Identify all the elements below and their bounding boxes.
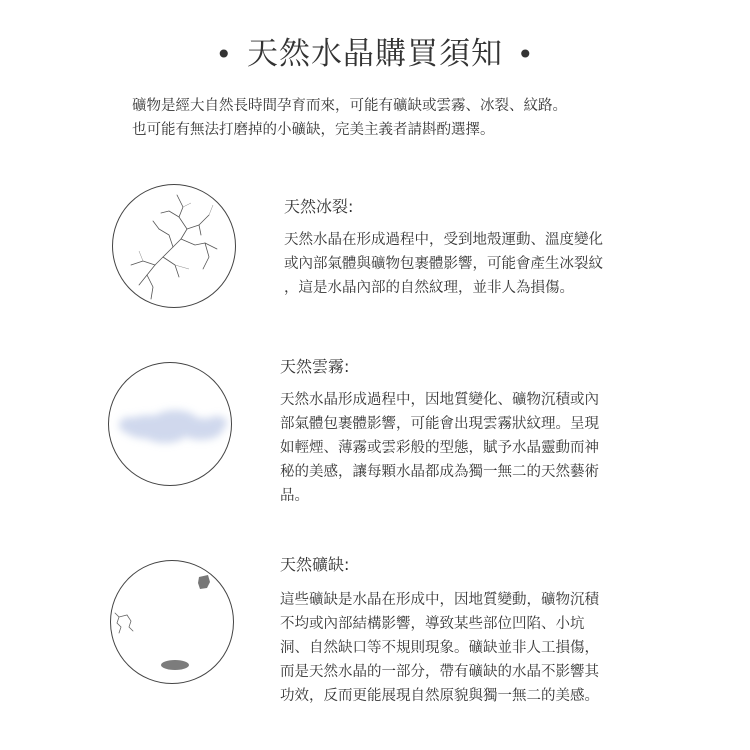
mineral-defect-graphic	[111, 561, 234, 684]
section-line: 品。	[280, 488, 309, 504]
section-line: 秘的美感，讓每顆水晶都成為獨一無二的天然藝術	[280, 464, 599, 480]
section-line: 功效，反而更能展現自然原貌與獨一無二的美感。	[280, 688, 599, 704]
title-dot-left: •	[215, 38, 233, 71]
section-line: 或內部氣體與礦物包裹體影響，可能會產生冰裂紋	[284, 256, 603, 272]
defect-pit-bottom	[161, 660, 189, 670]
section-line: 洞、自然缺口等不規則現象。礦缺並非人工損傷，	[280, 640, 599, 656]
cloud-fog-graphic	[109, 363, 232, 486]
section-title-cloud-fog: 天然雲霧:	[280, 357, 350, 376]
section-body-ice-crack	[284, 228, 603, 300]
mineral-defect-illustration	[110, 560, 234, 684]
section-line: 這些礦缺是水晶在形成中，因地質變動，礦物沉積	[280, 592, 599, 608]
page-title	[0, 28, 750, 73]
defect-chip-top	[198, 575, 210, 589]
section-body-cloud-fog	[280, 388, 599, 508]
title-dot-right: •	[517, 38, 535, 71]
intro-paragraph	[132, 94, 672, 142]
section-line: 不均或內部結構影響，導致某些部位凹陷、小坑	[280, 616, 585, 632]
section-line: 天然水晶形成過程中，因地質變化、礦物沉積或內	[280, 392, 599, 408]
section-line: 如輕煙、薄霧或雲彩般的型態，賦予水晶靈動而神	[280, 440, 599, 456]
page-title-text: 天然水晶購買須知	[247, 36, 503, 72]
section-line: 而是天然水晶的一部分，帶有礦缺的水晶不影響其	[280, 664, 599, 680]
intro-line: 也可能有無法打磨掉的小礦缺，完美主義者請斟酌選擇。	[132, 122, 495, 138]
cloud-fog-illustration	[108, 362, 232, 486]
ice-crack-graphic	[113, 185, 236, 308]
section-title-mineral-defect: 天然礦缺:	[280, 555, 350, 574]
section-body-mineral-defect	[280, 588, 599, 708]
section-title-ice-crack: 天然冰裂:	[284, 197, 354, 216]
section-line: 天然水晶在形成過程中，受到地殼運動、溫度變化	[284, 232, 603, 248]
intro-line: 礦物是經大自然長時間孕育而來，可能有礦缺或雲霧、冰裂、紋路。	[132, 98, 567, 114]
defect-edge-chip	[115, 613, 133, 633]
section-line: 部氣體包裹體影響，可能會出現雲霧狀紋理。呈現	[280, 416, 599, 432]
section-line: ，這是水晶內部的自然紋理，並非人為損傷。	[284, 280, 574, 296]
ice-crack-illustration	[112, 184, 236, 308]
